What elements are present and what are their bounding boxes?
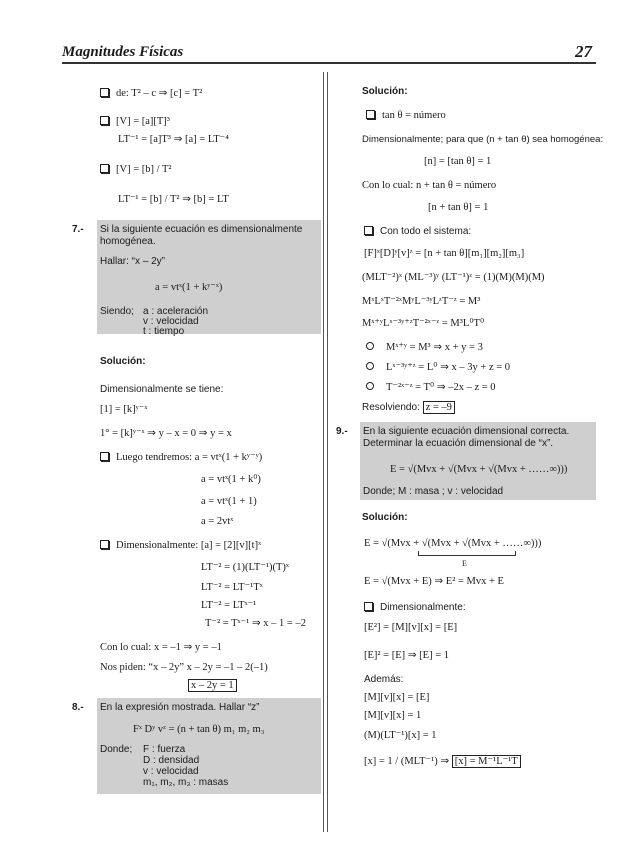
problem-8-var-m: m₁, m₂, m₃ : masas [143,777,229,788]
solution-9-line-8: [M][v][x] = 1 [364,710,422,721]
solution-8-line-5: [n + tan θ] = 1 [428,202,489,213]
solution-7-result: x – 2y = 1 [188,680,237,692]
column-divider-right [327,72,328,832]
problem-7-hallar: Hallar: “x – 2y” [100,256,166,267]
solution-7-line-7: a = 2vtˣ [201,516,234,527]
problem-8-statement: En la expresión mostrada. Hallar “z” [100,702,260,713]
problem-8-equation: Fˣ Dʸ vᶻ = (n + tan θ) m₁ m₂ m₃ [133,724,265,735]
solution-9-line-10: [x] = 1 / (MLT⁻¹) ⇒ [x] = M⁻¹L⁻¹T [364,756,521,768]
problem-9-number: 9.- [336,426,348,437]
solution-7-line-1: Dimensionalmente se tiene: [100,384,224,395]
circle-bullet-icon [366,342,374,350]
solution-9-result: [x] = M⁻¹L⁻¹T [452,755,521,768]
left-line-4: [V] = [b] / T² [100,164,172,176]
problem-9-statement: En la siguiente ecuación dimensional correcta. Determinar la ecuación dimensional de “x”. [363,426,570,449]
left-line-5: LT⁻¹ = [b] / T² ⇒ [b] = LT [118,194,229,205]
solution-9-line-6: Además: [364,674,404,685]
solution-9-title: Solución: [362,512,408,523]
problem-7-siendo: Siendo; [100,306,134,317]
circle-bullet-icon [366,382,374,390]
solution-8-line-13: T⁻²ˣ⁻ᶻ = T⁰ ⇒ –2x – z = 0 [366,382,496,394]
problem-9-donde: Donde; M : masa ; v : velocidad [363,486,504,497]
solution-8-title: Solución: [362,86,408,97]
problem-9-equation: E = √(Mvx + √(Mvx + √(Mvx + ……∞))) [390,464,568,475]
solution-7-line-2: [1] = [k]ʸ⁻ˣ [100,404,148,415]
solution-8-line-12: Lˣ⁻³ʸ⁺ᶻ = L⁰ ⇒ x – 3y + z = 0 [366,362,510,374]
problem-8-donde: Donde; [100,744,133,755]
solution-7-line-11: LT⁻² = LTˣ⁻¹ [201,600,257,611]
solution-7-line-5: a = vtˣ(1 + k⁰) [201,474,261,485]
solution-9-line-4: [E²] = [M][v][x] = [E] [364,622,458,633]
problem-7-var-v: v : velocidad [143,316,199,327]
header-rule [62,62,596,64]
problem-7-var-a: a : aceleración [143,306,209,317]
solution-8-line-2: Dimensionalmente; para que (n + tan θ) sea homogénea: [362,134,604,145]
left-line-2: [V] = [a][T]³ [100,116,170,128]
problem-7-equation: a = vtˣ(1 + kʸ⁻ˣ) [155,282,223,293]
solution-8-line-3: [n] = [tan θ] = 1 [424,156,492,167]
solution-9-line-5: [E]² = [E] ⇒ [E] = 1 [364,650,450,661]
solution-7-line-4: Luego tendremos: a = vtˣ(1 + kʸ⁻ʸ) [100,452,262,464]
solution-8-line-11: Mˣ⁺ʸ = M³ ⇒ x + y = 3 [366,342,483,354]
solution-7-line-3: 1° = [k]ʸ⁻ˣ ⇒ y – x = 0 ⇒ y = x [100,428,232,439]
solution-8-line-7: [F]ˣ[D]ʸ[v]ᶻ = [n + tan θ][m₁][m₂][m₃] [364,248,525,259]
checkbox-bullet-icon [100,452,109,461]
checkbox-bullet-icon [364,226,373,235]
solution-7-line-13: Con lo cual: x = –1 ⇒ y = –1 [100,642,222,653]
checkbox-bullet-icon [366,110,375,119]
problem-7-var-t: t : tiempo [143,326,185,337]
solution-8-line-4: Con lo cual: n + tan θ = número [362,180,497,191]
solution-7-line-9: LT⁻² = (1)(LT⁻¹)(T)ˣ [201,562,289,573]
problem-7-statement: Si la siguiente ecuación es dimensionalmente homogénea. [100,224,303,247]
solution-8-resolviendo: Resolviendo: z = –9 [362,402,455,414]
solution-8-result: z = –9 [423,401,455,414]
page-number: 27 [575,42,592,61]
solution-9-line-2: E = √(Mvx + E) ⇒ E² = Mvx + E [364,576,504,587]
solution-9-underbrace-label: E [462,559,467,568]
left-line-1: de: T² – c ⇒ [c] = T² [100,88,202,100]
solution-8-line-1: tan θ = número [366,110,446,122]
column-divider-left [323,72,324,832]
solution-7-line-12: T⁻² = Tˣ⁻¹ ⇒ x – 1 = –2 [205,618,306,629]
problem-8-number: 8.- [72,702,84,713]
checkbox-bullet-icon [100,88,109,97]
solution-7-line-14: Nos piden: “x – 2y” x – 2y = –1 – 2(–1) [100,662,268,673]
problem-8-var-d: D : densidad [143,755,200,766]
problem-8-var-v: v : velocidad [143,766,199,777]
checkbox-bullet-icon [100,540,109,549]
running-header-title: Magnitudes Físicas [62,44,184,60]
solution-9-line-7: [M][v][x] = [E] [364,692,430,703]
solution-7-line-6: a = vtˣ(1 + 1) [201,496,257,507]
solution-7-title: Solución: [100,356,146,367]
solution-8-line-10: Mˣ⁺ʸLˣ⁻³ʸ⁺ᶻT⁻²ˣ⁻ᶻ = M³L⁰T⁰ [362,318,485,329]
solution-8-line-6: Con todo el sistema: [364,226,471,238]
problem-8-var-f: F : fuerza [143,744,186,755]
solution-9-line-3: Dimensionalmente: [364,602,466,614]
checkbox-bullet-icon [100,116,109,125]
circle-bullet-icon [366,362,374,370]
solution-8-line-8: (MLT⁻²)ˣ (ML⁻³)ʸ (LT⁻¹)ᶻ = (1)(M)(M)(M) [362,272,545,283]
solution-7-line-8: Dimensionalmente: [a] = [2][v][t]ˣ [100,540,261,552]
solution-9-line-1: E = √(Mvx + √(Mvx + √(Mvx + ……∞))) [364,538,542,549]
solution-9-line-9: (M)(LT⁻¹)[x] = 1 [364,730,437,741]
solution-8-line-9: MˣLˣT⁻²ˣMʸL⁻³ʸLᶻT⁻ᶻ = M³ [362,296,481,307]
underbrace-mark [418,551,516,556]
left-line-3: LT⁻¹ = [a]T³ ⇒ [a] = LT⁻⁴ [118,134,229,145]
problem-7-number: 7.- [72,224,84,235]
checkbox-bullet-icon [100,164,109,173]
solution-7-line-10: LT⁻² = LT⁻¹Tˣ [201,582,263,593]
checkbox-bullet-icon [364,602,373,611]
